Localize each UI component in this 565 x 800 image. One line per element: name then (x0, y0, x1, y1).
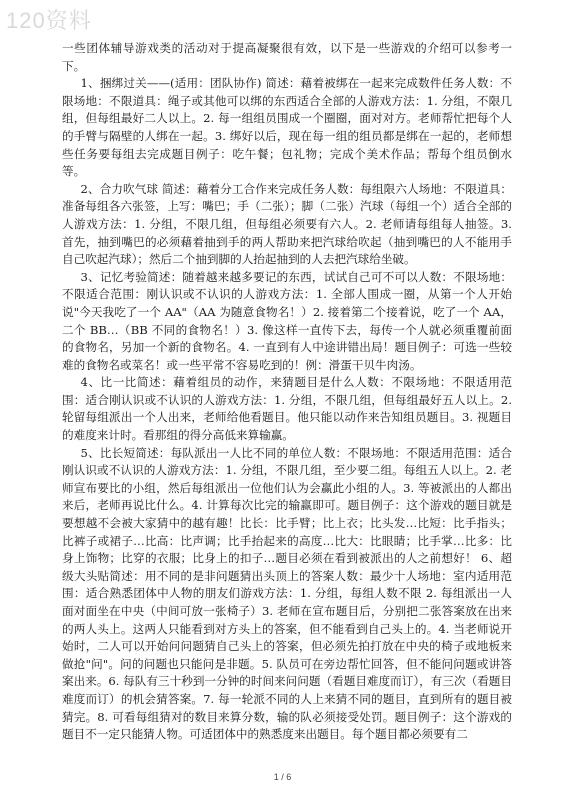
page-number: 1 / 6 (273, 772, 292, 782)
game-2-paragraph: 2、合力吹气球 简述：藉着分工合作来完成任务人数：每组限六人场地：不限道具：准备每组各六张签，上写：嘴巴；手（二张）；脚（二张）汽球（每组一个）适合全部的人游戏方法：1. 分组，不限几组，但每组必须要有六人。2. 老师请每组每人抽签。3. 首先，抽到嘴巴的必须藉着抽到手的两人帮助来把汽球给吹起（抽到嘴巴的人不能用手自己吹起汽球）；然后二个抽到脚的人抬起抽到的人去把汽球给坐破。 (62, 181, 512, 267)
game-5-6-paragraph: 5、比长短简述：每队派出一人比不同的单位人数：不限场地：不限适用范围：适合刚认识或不认识的人游戏方法：1. 分组，不限几组，至少要二组。每组五人以上。2. 老师宣布要比的小组，然后每组派出一位他们认为会赢此小组的人。3. 等被派出的人都出来后，老师再说比什么。4. 计算每次比完的输赢即可。题目例子：这个游戏的题目就是要想越不会被大家猜中的越有趣！比长：比手臂；比上衣；比头发…比短：比手指头；比裤子或裙子…比高：比声调；比手抬起来的高度…比大：比眼睛；比手掌…比多：比身上饰物；比穿的衣服；比身上的扣子…题目必须在看到被派出的人之前想好！ 6、超级大头贴简述：用不同的是非问题猜出头顶上的答案人数：最少十人场地：室内适用范围：适合熟悉团体中人物的朋友们游戏方法：1. 分组，每组人数不限 2. 每组派出一人面对面坐在中央（中间可放一张椅子）3. 老师在宣布题目后，分别把二张答案放在出来的两人头上。这两人只能看到对方头上的答案，但不能看到自己头上的。4. 当老师说开始时，二人可以开始问问题猜自己头上的答案，但必须先拍打放在中央的椅子或地板来做抢"问"。问的问题也只能问是非题。5. 队员可在旁边帮忙回答，但不能问问题或讲答案出来。6. 每队有三十秒到一分钟的时间来问问题（看题目难度而订），有三次（看题目难度而订）的机会猜答案。7. 每一轮派不同的人上来猜不同的题目，直到所有的题目被猜完。8. 可看每组猜对的数目来算分数，输的队必须接受处罚。题目例子：这个游戏的题目不一定只能猜人物。可适团体中的熟悉度来出题目。每个题目都必须要有二 (62, 445, 512, 742)
game-1-paragraph: 1、捆绑过关——(适用：团队协作) 简述：藉着被绑在一起来完成数件任务人数：不限场地：不限道具：绳子或其他可以绑的东西适合全部的人游戏方法：1. 分组，不限几组，但每组最好二人以上。2. 每一组组员围成一个圈圈，面对对方。老师帮忙把每个人的手臂与隔壁的人绑在一起。3. 绑好以后，现在每一组的组员都是绑在一起的，老师想些任务要每组去完成题目例子：吃午餐；包礼物；完成个美术作品；帮每个组员倒水等。 (62, 76, 512, 179)
intro-paragraph: 一些团体辅导游戏类的活动对于提高凝聚很有效，以下是一些游戏的介绍可以参考一下。 (62, 41, 512, 73)
game-4-paragraph: 4、比一比简述：藉着组员的动作，来猜题目是什么人数：不限场地：不限适用范围：适合刚认识或不认识的人游戏方法：1. 分组，不限几组，但每组最好五人以上。2. 轮留每组派出一个人出来，老师给他看题目。他只能以动作来告知组员题目。3. 视题目的难度来计时。看那组的得分高低来算输赢。 (62, 375, 512, 443)
document-body (62, 40, 512, 744)
watermark-logo: 120资料 (6, 8, 92, 33)
game-3-paragraph: 3、记忆考验简述：随着越来越多要记的东西，试试自己可不可以人数：不限场地：不限适合范围：刚认识或不认识的人游戏方法：1. 全部人围成一圈，从第一个人开始说"今天我吃了一个 AA"（AA 为随意食物名！）2. 接着第二个接着说，吃了一个 AA，二个 BB…（BB 不同的食物名！）3. 像这样一直传下去，每传一个人就必须重覆前面的食物名，另加一个新的食物名。4. 一直到有人中途讲错出局！题目例子：可选一些较难的食物名或菜名！或一些平常不容易吃到的！例：滑蛋干贝牛肉汤。 (62, 269, 512, 372)
